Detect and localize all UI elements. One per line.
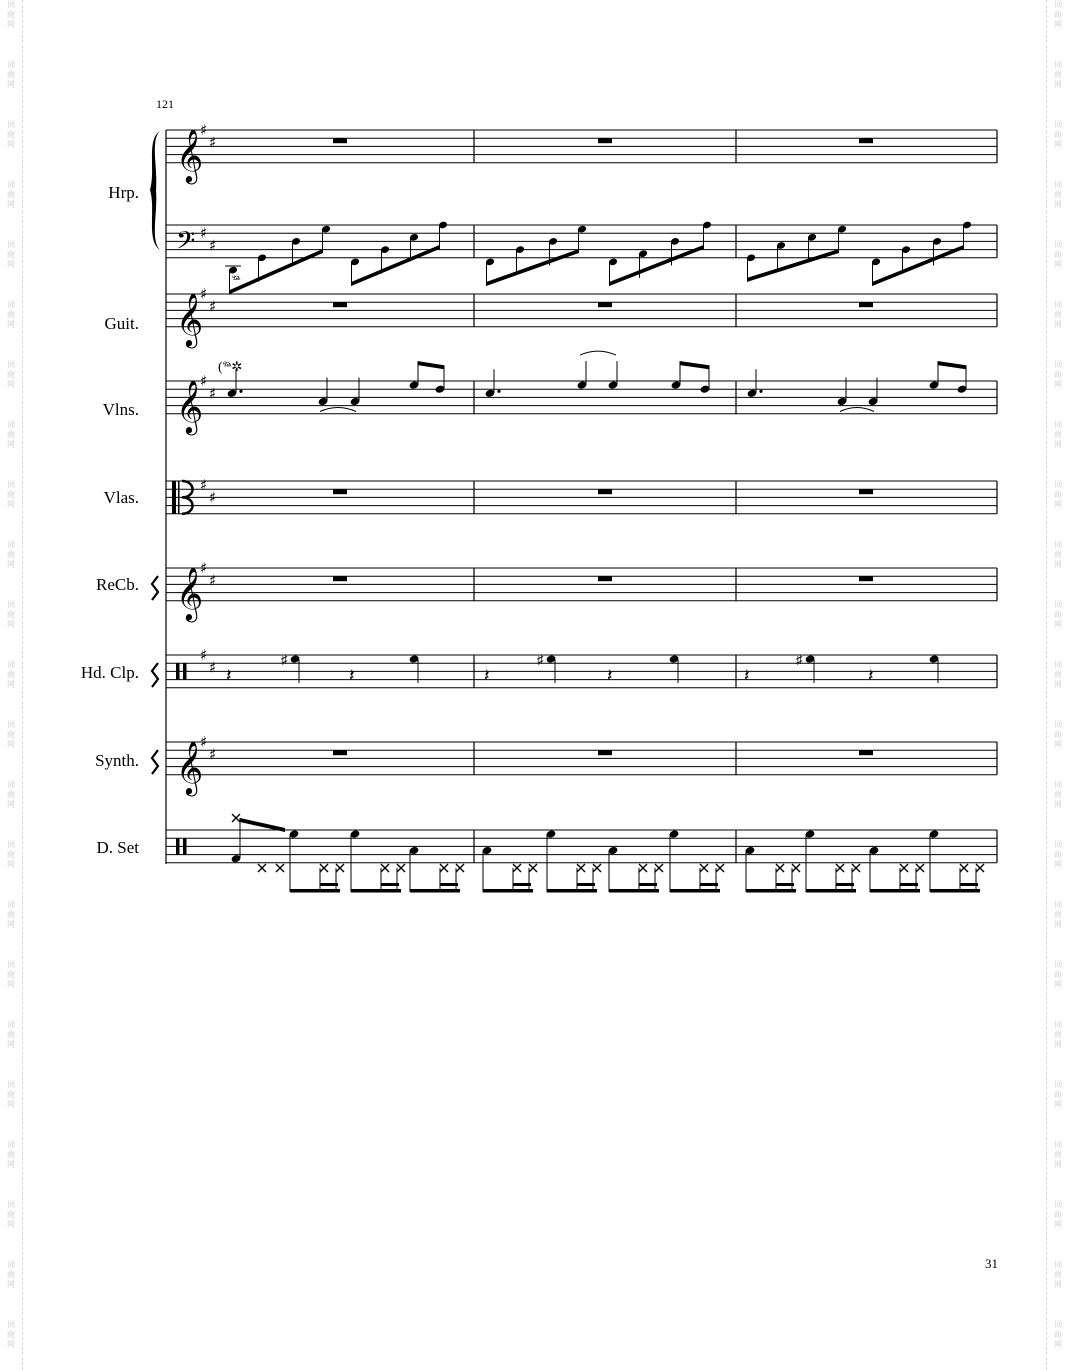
- note-beam: [410, 889, 460, 893]
- watermark-text: 词 曲 网: [1054, 1320, 1062, 1349]
- watermark-text: 词 曲 网: [1054, 1140, 1062, 1169]
- label-guitar: Guit.: [104, 314, 139, 333]
- hihat-note: [456, 864, 464, 872]
- watermark-text: 词 曲 网: [1054, 1020, 1062, 1049]
- note-beam: [610, 245, 704, 286]
- whole-rest: [598, 489, 612, 494]
- quarter-rest: 𝄽: [349, 665, 355, 687]
- watermark-text: 词 曲 网: [1054, 840, 1062, 869]
- whole-rest: [598, 750, 612, 755]
- note-dot: [239, 390, 242, 393]
- watermark-text: 词 曲 网: [7, 1080, 15, 1109]
- key-sharp: ♯: [209, 236, 217, 255]
- note-dot: [759, 390, 762, 393]
- note-beam: [352, 245, 440, 286]
- hihat-note: [397, 864, 405, 872]
- key-sharp: ♯: [200, 372, 208, 390]
- note-beam: [547, 889, 597, 893]
- note-beam: [960, 883, 978, 886]
- note-tie: [840, 408, 874, 412]
- note-beam: [609, 889, 659, 893]
- hihat-note: [700, 864, 708, 872]
- watermark-text: 词 曲 网: [1054, 780, 1062, 809]
- key-sharp: ♯: [200, 121, 208, 139]
- watermark-text: 词 曲 网: [1054, 240, 1062, 269]
- hihat-note: [232, 814, 240, 822]
- watermark-text: 词 曲 网: [7, 0, 15, 29]
- whole-rest: [333, 489, 347, 494]
- key-sharp: ♯: [209, 571, 217, 590]
- harp-pedal-mark: 𝆮: [232, 272, 241, 287]
- watermark-text: 词 曲 网: [7, 1320, 15, 1349]
- whole-rest: [859, 489, 873, 494]
- hihat-note: [258, 864, 266, 872]
- note-beam: [746, 889, 796, 893]
- watermark-text: 词 曲 网: [1054, 360, 1062, 389]
- treble-clef-icon: 𝄞: [176, 127, 204, 182]
- watermark-text: 词 曲 网: [1054, 60, 1062, 89]
- quarter-rest: 𝄽: [484, 665, 490, 687]
- label-harp: Hrp.: [108, 183, 139, 202]
- label-synth: Synth.: [95, 751, 139, 770]
- whole-rest: [859, 750, 873, 755]
- hihat-note: [529, 864, 537, 872]
- hihat-note: [836, 864, 844, 872]
- note-beam: [440, 883, 458, 886]
- key-sharp: ♯: [200, 224, 208, 243]
- note-beam: [418, 361, 444, 369]
- sharp-accidental: ♯: [281, 652, 288, 668]
- whole-rest: [333, 138, 347, 143]
- label-drumset: D. Set: [96, 838, 139, 857]
- hihat-note: [593, 864, 601, 872]
- quarter-rest: 𝄽: [868, 665, 874, 687]
- hihat-note: [792, 864, 800, 872]
- whole-rest: [598, 302, 612, 307]
- watermark-text: 词 曲 网: [1054, 720, 1062, 749]
- watermark-text: 词 曲 网: [7, 540, 15, 569]
- page-number: 31: [985, 1256, 998, 1271]
- percussion-clef-icon: [176, 838, 180, 854]
- hihat-note: [381, 864, 389, 872]
- whole-rest: [859, 138, 873, 143]
- key-sharp: ♯: [209, 745, 217, 764]
- note-beam: [873, 245, 964, 286]
- hihat-note: [776, 864, 784, 872]
- watermark-text: 词 曲 网: [7, 480, 15, 509]
- watermark-text: 词 曲 网: [7, 300, 15, 329]
- quarter-rest: 𝄽: [744, 665, 750, 687]
- watermark-text: 词 曲 网: [1054, 480, 1062, 509]
- key-sharp: ♯: [209, 658, 217, 677]
- harp-brace: [150, 131, 160, 250]
- key-sharp: ♯: [200, 733, 208, 751]
- hihat-note: [276, 864, 284, 872]
- hihat-note: [716, 864, 724, 872]
- label-handclap: Hd. Clp.: [80, 663, 139, 682]
- watermark-text: 词 曲 网: [1054, 420, 1062, 449]
- whole-rest: [333, 302, 347, 307]
- staff-bracket: [152, 663, 158, 687]
- whole-rest: [333, 750, 347, 755]
- watermark-text: 词 曲 网: [1054, 660, 1062, 689]
- hihat-note: [960, 864, 968, 872]
- watermark-text: 词 曲 网: [7, 1260, 15, 1289]
- watermark-text: 词 曲 网: [1054, 1260, 1062, 1289]
- key-sharp: ♯: [209, 384, 217, 403]
- hihat-note: [513, 864, 521, 872]
- watermark-text: 词 曲 网: [1054, 1080, 1062, 1109]
- key-sharp: ♯: [200, 646, 208, 664]
- percussion-clef-icon: [183, 663, 187, 679]
- note-beam: [836, 883, 854, 886]
- treble-clef-icon: 𝄞: [176, 291, 204, 346]
- whole-rest: [859, 302, 873, 307]
- watermark-text: 词 曲 网: [7, 840, 15, 869]
- note-beam: [776, 883, 794, 886]
- watermark-text: 词 曲 网: [1054, 1200, 1062, 1229]
- label-recb: ReCb.: [96, 575, 139, 594]
- note-beam: [938, 361, 966, 369]
- watermark-text: 词 曲 网: [7, 1200, 15, 1229]
- treble-clef-icon: 𝄞: [176, 565, 204, 620]
- key-sharp: ♯: [200, 285, 208, 303]
- watermark-text: 词 曲 网: [1054, 600, 1062, 629]
- note-beam: [320, 883, 338, 886]
- watermark-text: 词 曲 网: [1054, 900, 1062, 929]
- note-tie: [580, 351, 616, 355]
- key-sharp: ♯: [200, 559, 208, 577]
- note-beam: [806, 889, 856, 893]
- staff-bracket: [152, 576, 158, 600]
- hihat-note: [976, 864, 984, 872]
- watermark-text: 词 曲 网: [7, 360, 15, 389]
- watermark-text: 词 曲 网: [7, 900, 15, 929]
- watermark-text: 词 曲 网: [7, 240, 15, 269]
- whole-rest: [333, 576, 347, 581]
- whole-rest: [859, 576, 873, 581]
- watermark-text: 词 曲 网: [7, 600, 15, 629]
- note-beam: [381, 883, 399, 886]
- watermark-text: 词 曲 网: [1054, 960, 1062, 989]
- note-beam: [230, 249, 323, 294]
- hihat-note: [900, 864, 908, 872]
- alto-clef-icon: [178, 481, 180, 514]
- note-beam: [930, 889, 980, 893]
- key-sharp: ♯: [209, 297, 217, 316]
- note-beam: [513, 883, 531, 886]
- note-tie: [320, 408, 356, 412]
- violin-pedal-mark: (𝆮✲: [218, 360, 242, 375]
- watermark-text: 词 曲 网: [7, 660, 15, 689]
- key-sharp: ♯: [200, 476, 208, 495]
- note-beam: [577, 883, 595, 886]
- note-beam: [351, 889, 401, 893]
- note-beam: [487, 249, 579, 286]
- note-beam: [900, 883, 918, 886]
- watermark-text: 词 曲 网: [1054, 540, 1062, 569]
- hihat-note: [336, 864, 344, 872]
- watermark-text: 词 曲 网: [7, 420, 15, 449]
- note-beam: [290, 889, 340, 893]
- note-beam: [483, 889, 533, 893]
- watermark-text: 词 曲 网: [1054, 120, 1062, 149]
- quarter-rest: 𝄽: [226, 665, 232, 687]
- hihat-note: [440, 864, 448, 872]
- hihat-note: [916, 864, 924, 872]
- note-beam: [670, 889, 720, 893]
- watermark-text: 词 曲 网: [1054, 0, 1062, 29]
- hihat-note: [852, 864, 860, 872]
- hihat-note: [639, 864, 647, 872]
- watermark-text: 词 曲 网: [7, 1140, 15, 1169]
- sharp-accidental: ♯: [796, 652, 803, 668]
- note-beam: [870, 889, 920, 893]
- label-violins: Vlns.: [102, 400, 139, 419]
- watermark-text: 词 曲 网: [7, 720, 15, 749]
- hihat-note: [320, 864, 328, 872]
- bass-clef-icon: 𝄢: [176, 226, 196, 262]
- note-beam: [700, 883, 718, 886]
- alto-clef-icon: [172, 481, 176, 514]
- hihat-note: [655, 864, 663, 872]
- watermark-text: 词 曲 网: [7, 180, 15, 209]
- quarter-rest: 𝄽: [607, 665, 613, 687]
- watermark-text: 词 曲 网: [1054, 300, 1062, 329]
- treble-clef-icon: 𝄞: [176, 378, 204, 433]
- note-beam: [748, 249, 839, 282]
- key-sharp: ♯: [209, 488, 217, 507]
- notes: [225, 138, 984, 892]
- watermark-text: 词 曲 网: [1054, 180, 1062, 209]
- note-dot: [497, 390, 500, 393]
- treble-clef-icon: 𝄞: [176, 739, 204, 794]
- watermark-text: 词 曲 网: [7, 960, 15, 989]
- watermark-text: 词 曲 网: [7, 60, 15, 89]
- key-sharp: ♯: [209, 133, 217, 152]
- watermark-text: 词 曲 网: [7, 120, 15, 149]
- percussion-clef-icon: [176, 663, 180, 679]
- percussion-clef-icon: [183, 838, 187, 854]
- label-violas: Vlas.: [103, 488, 139, 507]
- note-beam: [680, 361, 709, 369]
- note-beam: [639, 883, 657, 886]
- watermark-text: 词 曲 网: [7, 1020, 15, 1049]
- hihat-note: [577, 864, 585, 872]
- watermark-text: 词 曲 网: [7, 780, 15, 809]
- sharp-accidental: ♯: [537, 652, 544, 668]
- staff-bracket: [152, 750, 158, 774]
- whole-rest: [598, 138, 612, 143]
- measure-number: 121: [156, 97, 174, 111]
- whole-rest: [598, 576, 612, 581]
